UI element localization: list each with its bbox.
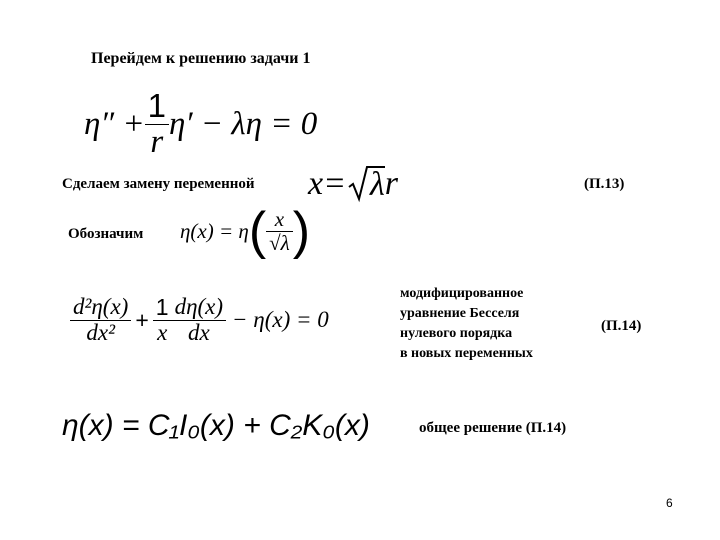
ref-p13: (П.13) — [584, 176, 625, 192]
ref-p14: (П.14) — [601, 318, 642, 334]
general-solution-note: общее решение (П.14) — [419, 420, 567, 436]
slide-title: Перейдем к решению задачи 1 — [91, 50, 311, 67]
eq4-f2-den: x — [157, 319, 168, 345]
eq3-left-paren: ( — [248, 202, 267, 260]
page-number: 6 — [666, 496, 673, 510]
eq3-fraction — [266, 208, 293, 253]
modified-bessel-note — [400, 284, 533, 364]
eq1-fraction-num: 1 — [147, 86, 166, 124]
eq2-lhs: x= — [308, 165, 347, 202]
eq4-f3-num: dη(x) — [174, 294, 224, 320]
equation-5: η(x) = C₁I₀(x) + C₂K₀(x) — [62, 409, 370, 442]
note-line-1: модифицированное — [400, 286, 524, 301]
eq3-fraction-den: √λ — [269, 230, 290, 255]
equation-1 — [84, 88, 317, 160]
eq4-f1-den: dx² — [86, 319, 115, 345]
eq4-f3-den: dx — [187, 319, 210, 345]
eq4-fraction-1 — [70, 295, 131, 344]
eq2-root: λ — [370, 166, 385, 203]
equation-2 — [308, 164, 398, 204]
eq4-tail: − η(x) = 0 — [232, 307, 329, 332]
eq1-fraction-den: r — [150, 123, 164, 160]
eq4-f2-num: 1 — [155, 294, 169, 321]
eq4-fraction-2 — [153, 295, 172, 344]
eq4-fraction-3 — [172, 295, 226, 344]
eq3-fraction-num: x — [274, 207, 285, 232]
note-line-2: уравнение Бесселя — [400, 306, 520, 321]
equation-3 — [180, 200, 310, 262]
eq1-part-b: η′ − λη = 0 — [169, 105, 318, 142]
substitution-label: Сделаем замену переменной — [62, 176, 255, 192]
eq1-fraction — [145, 86, 169, 160]
eq4-f1-num: d²η(x) — [73, 294, 129, 320]
note-line-3: нулевого порядка — [400, 326, 513, 341]
eq3-lhs: η(x) = η — [180, 218, 249, 243]
eq2-r: r — [384, 165, 399, 202]
equation-4 — [70, 282, 329, 358]
note-line-4: в новых переменных — [400, 346, 533, 361]
eq4-plus: + — [135, 306, 149, 333]
sqrt-sign-icon — [348, 165, 370, 203]
eq1-part-a: η″ + — [84, 105, 145, 142]
denote-label: Обозначим — [68, 226, 144, 242]
eq3-right-paren: ) — [292, 202, 311, 260]
